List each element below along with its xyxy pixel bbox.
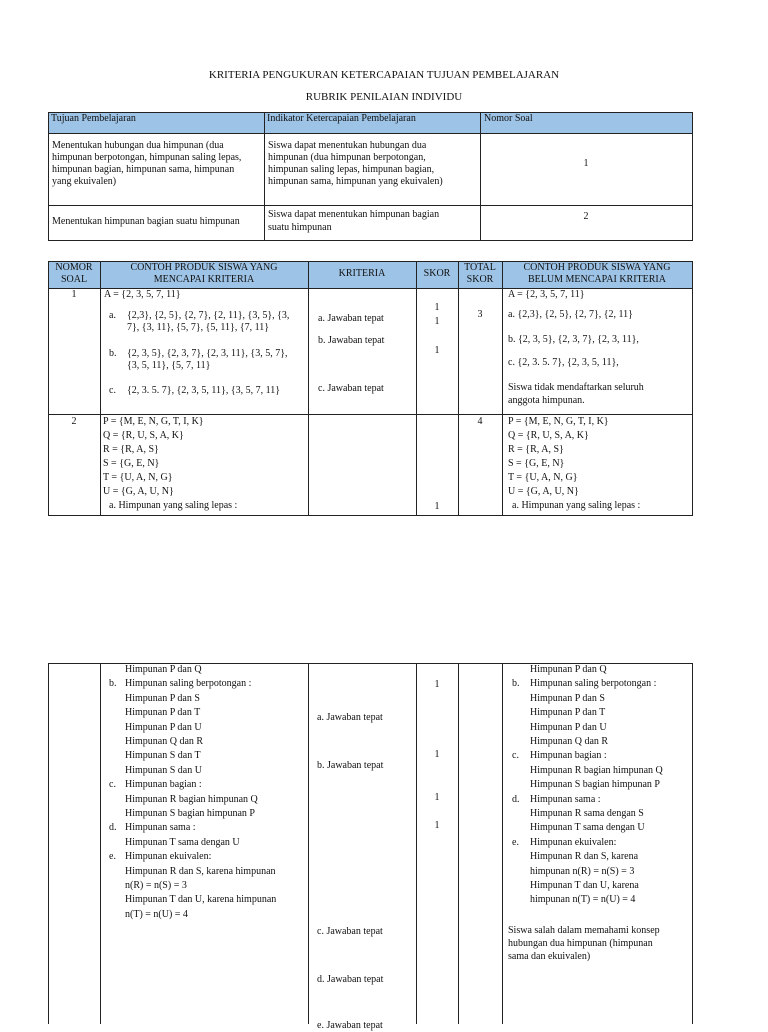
row2-belum-a-line: a. Himpunan yang saling lepas : <box>512 500 641 511</box>
p2-produk-line: Himpunan ekuivalen: <box>125 851 212 863</box>
table1-row1-tujuan-line: yang ekuivalen) <box>52 176 117 187</box>
p2-belum-line: Himpunan P dan T <box>530 707 606 719</box>
p2-produk-line: Himpunan P dan Q <box>125 664 202 675</box>
row2-set: Q = {R, U, S, A, K} <box>103 430 184 441</box>
p2-produk-line: Himpunan P dan T <box>125 707 201 719</box>
p2-belum-line: Himpunan bagian : <box>530 750 607 762</box>
page-title: KRITERIA PENGUKURAN KETERCAPAIAN TUJUAN PEMBELAJARAN <box>208 69 560 81</box>
p2-belum-line: himpunan n(T) = n(U) = 4 <box>530 894 636 906</box>
p2-produk-line: Himpunan T dan U, karena himpunan <box>125 894 277 906</box>
row1-produk-line: 7}, {3, 11}, {5, 7}, {5, 11}, {7, 11} <box>127 322 270 333</box>
table2-header-kriteria: KRITERIA <box>338 268 386 279</box>
table-rule <box>692 261 693 516</box>
row2-belum-set: U = {G, A, U, N} <box>508 486 579 497</box>
p2-produk-line-label: b. <box>109 678 117 690</box>
table-rule <box>458 261 459 516</box>
table-rule <box>100 663 101 1024</box>
row2-set: P = {M, E, N, G, T, I, K} <box>103 416 204 427</box>
p2-produk-line: Himpunan S bagian himpunan P <box>125 808 255 819</box>
table2-header-produk: CONTOH PRODUK SISWA YANG MENCAPAI KRITERIA <box>130 262 278 285</box>
row1-item-label: c. <box>109 385 116 396</box>
p2-belum-line: Himpunan saling berpotongan : <box>530 678 657 690</box>
table-rule <box>264 112 265 241</box>
table-rule <box>692 663 693 1024</box>
table2-row2-nomor: 2 <box>71 416 77 427</box>
table-rule <box>480 112 481 241</box>
p2-belum-line: Himpunan P dan Q <box>530 664 607 675</box>
table-rule <box>48 112 49 241</box>
table1-row2-nomor: 2 <box>583 211 589 222</box>
p2-kriteria: e. Jawaban tepat <box>317 1020 383 1031</box>
table-rule <box>48 205 693 206</box>
p2-produk-line: Himpunan saling berpotongan : <box>125 678 252 690</box>
row2-set: T = {U, A, N, G} <box>103 472 173 483</box>
row1-kriteria: b. Jawaban tepat <box>318 335 385 346</box>
p2-belum-line: Himpunan P dan U <box>530 721 607 733</box>
table1-row1-tujuan-line: himpunan bagian, himpunan sama, himpunan <box>52 164 235 175</box>
p2-produk-line: Himpunan P dan S <box>125 692 200 704</box>
row1-produk-line: {2,3}, {2, 5}, {2, 7}, {2, 11}, {3, 5}, {3, <box>127 310 290 321</box>
row2-set: U = {G, A, U, N} <box>103 486 174 497</box>
row2-belum-set: R = {R, A, S} <box>508 444 564 455</box>
table-rule <box>48 261 49 516</box>
table-rule <box>308 261 309 516</box>
p2-kriteria: b. Jawaban tepat <box>317 760 384 771</box>
p2-skor: 1 <box>434 749 440 760</box>
table-rule <box>100 261 101 516</box>
table-rule <box>48 112 693 113</box>
p2-kriteria: d. Jawaban tepat <box>317 974 384 985</box>
p2-belum-line-label: d. <box>512 793 520 805</box>
p2-skor: 1 <box>434 792 440 803</box>
table2-header-belum: CONTOH PRODUK SISWA YANG BELUM MENCAPAI KRITERIA <box>523 262 671 285</box>
row1-skor: 1 <box>434 302 440 313</box>
p2-skor: 1 <box>434 679 440 690</box>
table-rule <box>416 261 417 516</box>
p2-skor: 1 <box>434 820 440 831</box>
p2-belum-line: Himpunan T dan U, karena <box>530 880 639 891</box>
table-rule <box>48 663 49 1024</box>
table1-row2-indikator-line: Siswa dapat menentukan himpunan bagian <box>268 209 440 220</box>
table1-row2-indikator-line: suatu himpunan <box>268 222 332 233</box>
row1-belum-note: Siswa tidak mendaftarkan seluruh <box>508 382 644 393</box>
table-rule <box>416 663 417 1024</box>
table-rule <box>48 240 693 241</box>
table1-row1-indikator-line: himpunan saling lepas, himpunan bagian, <box>268 164 435 175</box>
table2-header-nomor: NOMOR SOAL <box>55 262 93 285</box>
p2-produk-line: Himpunan T sama dengan U <box>125 836 240 848</box>
table-rule <box>48 515 693 516</box>
p2-belum-line: Himpunan Q dan R <box>530 736 609 747</box>
p2-produk-line: n(R) = n(S) = 3 <box>125 880 187 891</box>
p2-belum-line: himpunan n(R) = n(S) = 3 <box>530 865 635 877</box>
row2-a-line: a. Himpunan yang saling lepas : <box>109 500 238 511</box>
p2-belum-line: Himpunan P dan S <box>530 692 605 704</box>
table1-header-tujuan: Tujuan Pembelajaran <box>51 113 136 124</box>
row1-total: 3 <box>477 309 483 320</box>
p2-belum-note: sama dan ekuivalen) <box>508 951 591 962</box>
table1-row1-indikator-line: Siswa dapat menentukan hubungan dua <box>268 140 427 151</box>
p2-belum-line: Himpunan sama : <box>530 793 601 805</box>
row1-produk-line: {3, 5, 11}, {5, 7, 11} <box>127 360 211 371</box>
p2-produk-line: Himpunan R bagian himpunan Q <box>125 793 258 805</box>
p2-produk-line: Himpunan S dan T <box>125 750 201 762</box>
table1-row1-tujuan-line: himpunan berpotongan, himpunan saling lepas, <box>52 152 242 163</box>
table1-header-nomor: Nomor Soal <box>484 113 533 124</box>
p2-produk-line: Himpunan R dan S, karena himpunan <box>125 865 276 877</box>
row1-item-label: a. <box>109 310 116 321</box>
row1-set-a: A = {2, 3, 5, 7, 11} <box>104 289 181 300</box>
p2-belum-line: Himpunan ekuivalen: <box>530 836 617 848</box>
table-rule <box>458 663 459 1024</box>
table1-row1-indikator-line: himpunan sama, himpunan yang ekuivalen) <box>268 176 443 187</box>
p2-produk-line-label: d. <box>109 822 117 834</box>
row1-skor: 1 <box>434 345 440 356</box>
row2-belum-set: P = {M, E, N, G, T, I, K} <box>508 416 609 427</box>
table1-header-indikator: Indikator Ketercapaian Pembelajaran <box>267 113 416 124</box>
p2-produk-line: Himpunan S dan U <box>125 764 202 776</box>
row1-kriteria: a. Jawaban tepat <box>318 313 384 324</box>
p2-belum-line: Himpunan R bagian himpunan Q <box>530 764 663 776</box>
p2-belum-line: Himpunan S bagian himpunan P <box>530 779 660 791</box>
table-rule <box>502 663 503 1024</box>
p2-produk-line-label: e. <box>109 851 116 863</box>
row2-skor: 1 <box>434 501 440 512</box>
page-subtitle: RUBRIK PENILAIAN INDIVIDU <box>305 91 463 103</box>
table1-row1-nomor: 1 <box>583 158 589 169</box>
p2-produk-line: Himpunan bagian : <box>125 779 202 791</box>
row2-set: S = {G, E, N} <box>103 458 160 469</box>
row1-kriteria: c. Jawaban tepat <box>318 383 384 394</box>
row1-belum-set: A = {2, 3, 5, 7, 11} <box>508 289 585 300</box>
p2-belum-line-label: e. <box>512 836 519 848</box>
row1-item-label: b. <box>109 348 117 359</box>
table-rule <box>48 414 693 415</box>
p2-belum-line-label: b. <box>512 678 520 690</box>
p2-kriteria: a. Jawaban tepat <box>317 712 383 723</box>
table-rule <box>48 261 693 262</box>
row1-belum-line: a. {2,3}, {2, 5}, {2, 7}, {2, 11} <box>508 309 633 320</box>
row1-skor: 1 <box>434 316 440 327</box>
row2-belum-set: S = {G, E, N} <box>508 458 565 469</box>
table1-row2-tujuan-line: Menentukan himpunan bagian suatu himpunan <box>52 216 240 227</box>
p2-kriteria: c. Jawaban tepat <box>317 926 383 937</box>
p2-produk-line: Himpunan sama : <box>125 822 196 834</box>
table2-row1-nomor: 1 <box>71 289 77 300</box>
p2-produk-line: n(T) = n(U) = 4 <box>125 908 188 920</box>
row1-produk-line: {2, 3. 5. 7}, {2, 3, 5, 11}, {3, 5, 7, 11} <box>127 385 281 396</box>
row1-belum-line: c. {2, 3. 5. 7}, {2, 3, 5, 11}, <box>508 357 619 368</box>
row2-belum-set: Q = {R, U, S, A, K} <box>508 430 589 441</box>
p2-belum-line-label: c. <box>512 750 519 762</box>
row1-belum-note: anggota himpunan. <box>508 395 585 406</box>
row2-total: 4 <box>477 416 483 427</box>
p2-belum-line: Himpunan T sama dengan U <box>530 822 645 834</box>
table1-row1-indikator-line: himpunan (dua himpunan berpotongan, <box>268 152 426 163</box>
table-rule <box>502 261 503 516</box>
row1-produk-line: {2, 3, 5}, {2, 3, 7}, {2, 3, 11}, {3, 5, 7}, <box>127 348 288 359</box>
p2-produk-line-label: c. <box>109 779 116 791</box>
table1-row1-tujuan-line: Menentukan hubungan dua himpunan (dua <box>52 140 224 151</box>
p2-belum-note: Siswa salah dalam memahami konsep <box>508 925 660 936</box>
table-rule <box>48 288 693 289</box>
p2-belum-note: hubungan dua himpunan (himpunan <box>508 938 653 949</box>
table2-header-skor: SKOR <box>423 268 451 279</box>
p2-belum-line: Himpunan R dan S, karena <box>530 851 639 863</box>
row2-belum-set: T = {U, A, N, G} <box>508 472 578 483</box>
table-rule <box>692 112 693 241</box>
row2-set: R = {R, A, S} <box>103 444 159 455</box>
table2-header-total: TOTAL SKOR <box>464 262 496 285</box>
table-rule <box>48 133 693 134</box>
table-rule <box>308 663 309 1024</box>
row1-belum-line: b. {2, 3, 5}, {2, 3, 7}, {2, 3, 11}, <box>508 334 639 345</box>
p2-produk-line: Himpunan Q dan R <box>125 736 204 747</box>
p2-belum-line: Himpunan R sama dengan S <box>530 808 644 819</box>
p2-produk-line: Himpunan P dan U <box>125 721 202 733</box>
